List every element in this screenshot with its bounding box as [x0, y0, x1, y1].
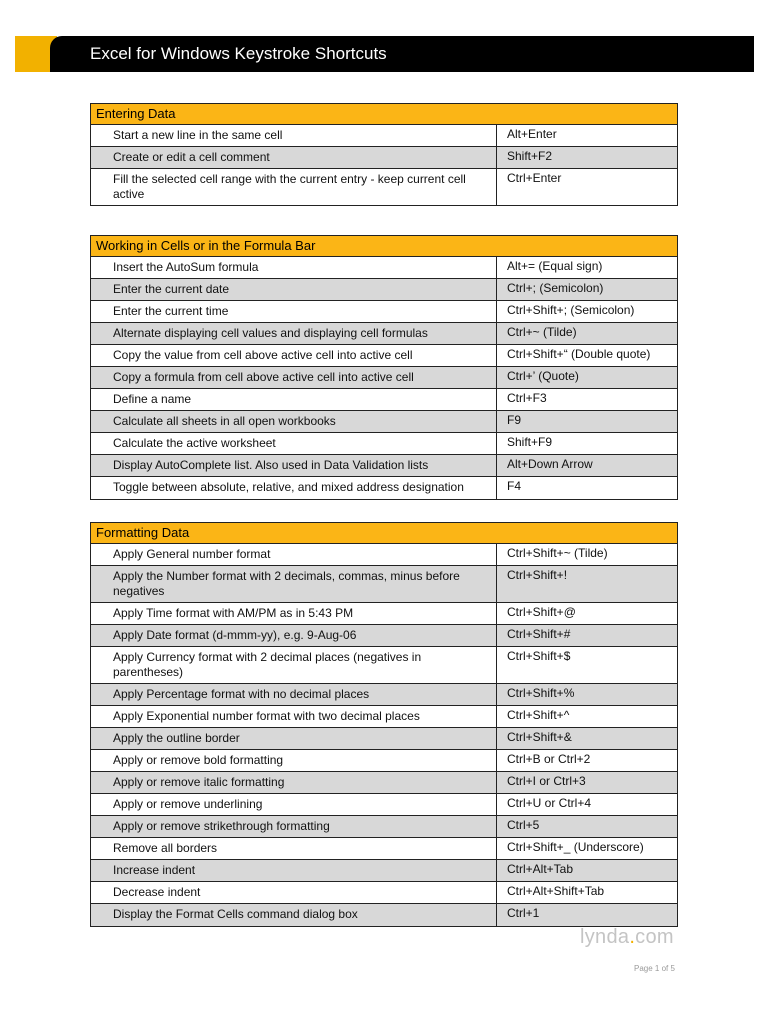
section-title: Entering Data — [91, 104, 677, 125]
shortcut-cell: Ctrl+B or Ctrl+2 — [507, 752, 591, 766]
action-cell: Increase indent — [91, 860, 497, 881]
shortcut-cell: Ctrl+Shift+! — [507, 568, 568, 582]
table-row — [91, 389, 677, 411]
shortcut-cell: Ctrl+Shift+^ — [507, 708, 570, 722]
shortcut-cell: F4 — [507, 479, 522, 493]
section-working-in-cells — [90, 235, 678, 500]
page-title: Excel for Windows Keystroke Shortcuts — [90, 44, 387, 63]
shortcut-cell: Ctrl+; (Semicolon) — [507, 281, 604, 295]
shortcut-cell: Alt+= (Equal sign) — [507, 259, 603, 273]
section-formatting-data — [90, 522, 678, 927]
shortcut-cell: Ctrl+5 — [507, 818, 540, 832]
action-cell: Define a name — [91, 389, 497, 410]
table-row — [91, 647, 677, 684]
table-row — [91, 169, 677, 205]
shortcut-cell: Ctrl+’ (Quote) — [507, 369, 579, 383]
table-row — [91, 147, 677, 169]
action-cell: Apply or remove strikethrough formatting — [91, 816, 497, 837]
table-row — [91, 904, 677, 926]
table-row — [91, 728, 677, 750]
table-row — [91, 544, 677, 566]
shortcut-cell: Ctrl+Alt+Shift+Tab — [507, 884, 605, 898]
action-cell: Apply Currency format with 2 decimal places (negatives in parentheses) — [91, 647, 497, 683]
action-cell: Apply or remove bold formatting — [91, 750, 497, 771]
table-row — [91, 603, 677, 625]
logo-tld-text: com — [635, 926, 674, 948]
section-title: Working in Cells or in the Formula Bar — [91, 236, 677, 257]
table-row — [91, 301, 677, 323]
table-row — [91, 566, 677, 603]
lynda-logo — [580, 926, 674, 949]
table-row — [91, 625, 677, 647]
table-row — [91, 750, 677, 772]
action-cell: Enter the current time — [91, 301, 497, 322]
action-cell: Alternate displaying cell values and displaying cell formulas — [91, 323, 497, 344]
action-cell: Apply or remove italic formatting — [91, 772, 497, 793]
shortcut-cell: Ctrl+Shift+& — [507, 730, 572, 744]
section-title: Formatting Data — [91, 523, 677, 544]
shortcut-cell: F9 — [507, 413, 522, 427]
section-entering-data — [90, 103, 678, 206]
page-number: Page 1 of 5 — [634, 964, 675, 973]
action-cell: Insert the AutoSum formula — [91, 257, 497, 278]
shortcut-cell: Ctrl+1 — [507, 906, 540, 920]
shortcut-cell: Ctrl+Shift+% — [507, 686, 575, 700]
shortcut-cell: Alt+Down Arrow — [507, 457, 593, 471]
action-cell: Apply Date format (d-mmm-yy), e.g. 9-Aug-06 — [91, 625, 497, 646]
shortcut-cell: Ctrl+Alt+Tab — [507, 862, 574, 876]
logo-dot: . — [629, 926, 636, 948]
shortcut-cell: Ctrl+Enter — [507, 171, 562, 185]
shortcut-cell: Shift+F2 — [507, 149, 553, 163]
action-cell: Copy the value from cell above active cell into active cell — [91, 345, 497, 366]
action-cell: Apply Exponential number format with two decimal places — [91, 706, 497, 727]
table-row — [91, 323, 677, 345]
table-row — [91, 455, 677, 477]
table-row — [91, 433, 677, 455]
table-row — [91, 411, 677, 433]
header-bar — [50, 36, 754, 72]
table-row — [91, 367, 677, 389]
table-row — [91, 816, 677, 838]
shortcut-cell: Alt+Enter — [507, 127, 557, 141]
table-row — [91, 345, 677, 367]
action-cell: Enter the current date — [91, 279, 497, 300]
table-row — [91, 794, 677, 816]
action-cell: Display AutoComplete list. Also used in Data Validation lists — [91, 455, 497, 476]
shortcut-cell: Ctrl+Shift+_ (Underscore) — [507, 840, 644, 854]
table-row — [91, 838, 677, 860]
table-row — [91, 477, 677, 499]
action-cell: Create or edit a cell comment — [91, 147, 497, 168]
action-cell: Toggle between absolute, relative, and mixed address designation — [91, 477, 497, 499]
action-cell: Apply the outline border — [91, 728, 497, 749]
shortcut-cell: Ctrl+U or Ctrl+4 — [507, 796, 592, 810]
table-row — [91, 279, 677, 301]
action-cell: Display the Format Cells command dialog box — [91, 904, 497, 926]
action-cell: Apply Percentage format with no decimal places — [91, 684, 497, 705]
shortcut-cell: Ctrl+~ (Tilde) — [507, 325, 577, 339]
table-row — [91, 772, 677, 794]
logo-main-text: lynda — [580, 926, 630, 948]
shortcut-cell: Ctrl+Shift+; (Semicolon) — [507, 303, 635, 317]
action-cell: Decrease indent — [91, 882, 497, 903]
action-cell: Calculate all sheets in all open workbooks — [91, 411, 497, 432]
shortcut-cell: Ctrl+Shift+“ (Double quote) — [507, 347, 651, 361]
action-cell: Copy a formula from cell above active cell into active cell — [91, 367, 497, 388]
table-row — [91, 860, 677, 882]
table-row — [91, 882, 677, 904]
shortcut-cell: Ctrl+Shift+@ — [507, 605, 576, 619]
shortcut-cell: Ctrl+Shift+$ — [507, 649, 571, 663]
shortcut-cell: Ctrl+I or Ctrl+3 — [507, 774, 586, 788]
shortcut-cell: Shift+F9 — [507, 435, 553, 449]
action-cell: Remove all borders — [91, 838, 497, 859]
shortcut-cell: Ctrl+Shift+# — [507, 627, 571, 641]
table-row — [91, 706, 677, 728]
action-cell: Apply or remove underlining — [91, 794, 497, 815]
shortcut-cell: Ctrl+Shift+~ (Tilde) — [507, 546, 608, 560]
table-row — [91, 125, 677, 147]
action-cell: Calculate the active worksheet — [91, 433, 497, 454]
action-cell: Start a new line in the same cell — [91, 125, 497, 146]
action-cell: Fill the selected cell range with the current entry - keep current cell active — [91, 169, 497, 205]
shortcut-cell: Ctrl+F3 — [507, 391, 547, 405]
action-cell: Apply the Number format with 2 decimals, commas, minus before negatives — [91, 566, 497, 602]
table-row — [91, 257, 677, 279]
table-row — [91, 684, 677, 706]
action-cell: Apply Time format with AM/PM as in 5:43 PM — [91, 603, 497, 624]
action-cell: Apply General number format — [91, 544, 497, 565]
